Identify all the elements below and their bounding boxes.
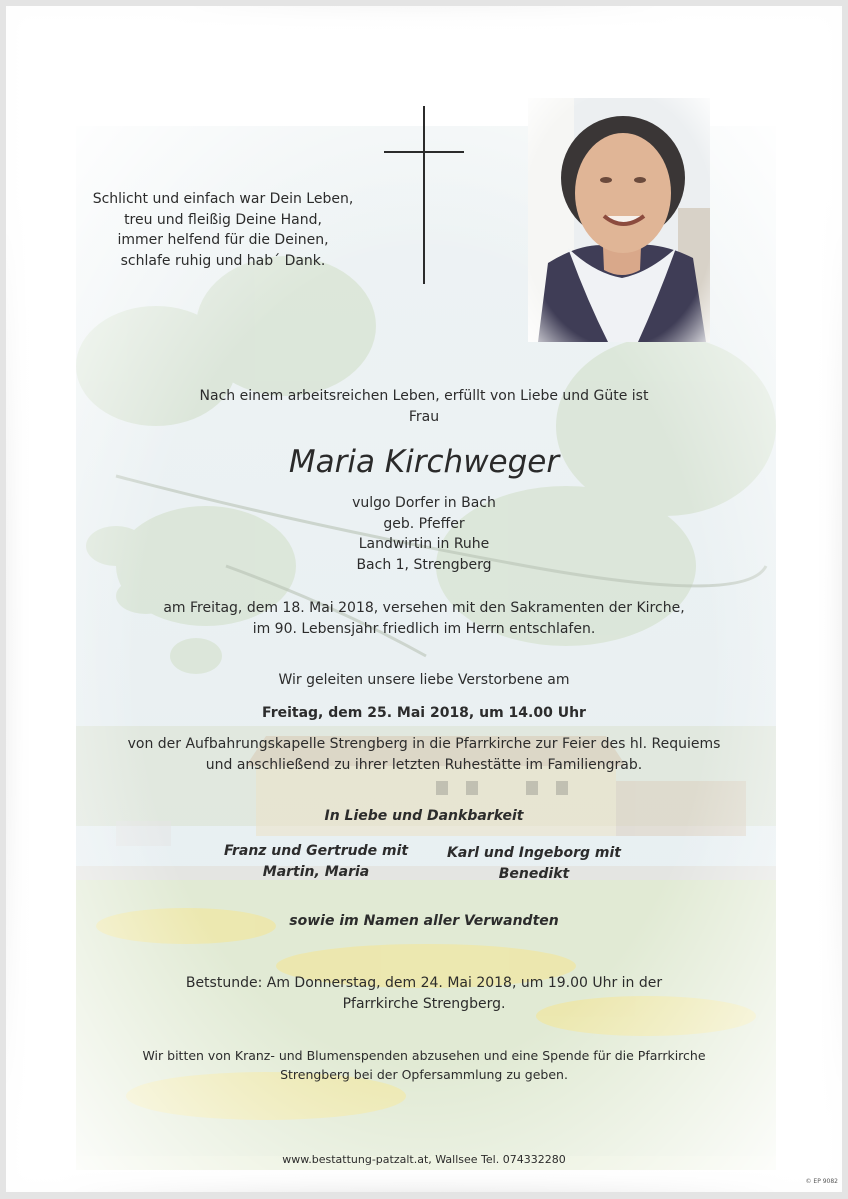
cross-icon-bar — [384, 151, 464, 153]
mourners-left — [196, 841, 436, 882]
mourners-others: sowie im Namen aller Verwandten — [289, 913, 559, 929]
funeral-line: und anschließend zu ihrer letzten Ruhestätte im Familiengrab. — [205, 756, 643, 773]
donation-line: Strengberg bei der Opfersammlung zu geben. — [280, 1067, 568, 1082]
mourners-heading: In Liebe und Dankbarkeit — [324, 808, 524, 824]
deceased-details — [106, 493, 742, 575]
detail-line: vulgo Dorfer in Bach — [352, 495, 496, 511]
mourner-line: Benedikt — [498, 865, 570, 882]
funeral-intro: Wir geleiten unsere liebe Verstorbene am — [278, 672, 570, 688]
deceased-name: Maria Kirchweger — [288, 444, 560, 480]
detail-line: Landwirtin in Ruhe — [358, 536, 490, 552]
intro-line: Nach einem arbeitsreichen Leben, erfüllt von Liebe und Güte ist — [199, 388, 649, 404]
intro — [106, 386, 742, 427]
print-code: © EP 9082 — [805, 1178, 838, 1185]
poem-line: immer helfend für die Deinen, — [117, 232, 329, 248]
poem-line: schlafe ruhig und hab´ Dank. — [120, 252, 326, 269]
poem-line: Schlicht und einfach war Dein Leben, — [92, 191, 354, 207]
prayer-hour — [66, 973, 782, 1014]
intro-title: Frau — [408, 408, 440, 425]
death-line: im 90. Lebensjahr friedlich im Herrn entschlafen. — [252, 620, 596, 637]
poem-line: treu und fleißig Deine Hand, — [124, 211, 322, 228]
prayer-line: Betstunde: Am Donnerstag, dem 24. Mai 2018, um 19.00 Uhr in der — [185, 975, 663, 991]
footer-contact: www.bestattung-patzalt.at, Wallsee Tel. 074332280 — [282, 1153, 566, 1166]
prayer-line: Pfarrkirche Strengberg. — [342, 995, 506, 1012]
donation-line: Wir bitten von Kranz- und Blumenspenden abzusehen und eine Spende für die Pfarrkirche — [142, 1048, 706, 1063]
funeral-details — [46, 734, 802, 775]
death-line: am Freitag, dem 18. Mai 2018, versehen mit den Sakramenten der Kirche, — [163, 600, 685, 616]
cross-icon — [423, 106, 425, 284]
detail-line: geb. Pfeffer — [383, 515, 465, 532]
portrait-photo — [528, 98, 710, 342]
donation-note — [46, 1046, 802, 1084]
poem — [88, 189, 358, 271]
death-notice — [66, 598, 782, 639]
mourners-right — [414, 843, 654, 884]
mourner-line: Franz und Gertrude mit — [223, 843, 409, 859]
funeral-line: von der Aufbahrungskapelle Strengberg in die Pfarrkirche zur Feier des hl. Requiems — [127, 736, 721, 752]
mourner-line: Karl und Ingeborg mit — [447, 845, 621, 861]
funeral-date: Freitag, dem 25. Mai 2018, um 14.00 Uhr — [262, 705, 586, 721]
parte-card — [6, 6, 842, 1192]
mourner-line: Martin, Maria — [262, 863, 370, 880]
detail-line: Bach 1, Strengberg — [356, 556, 492, 573]
